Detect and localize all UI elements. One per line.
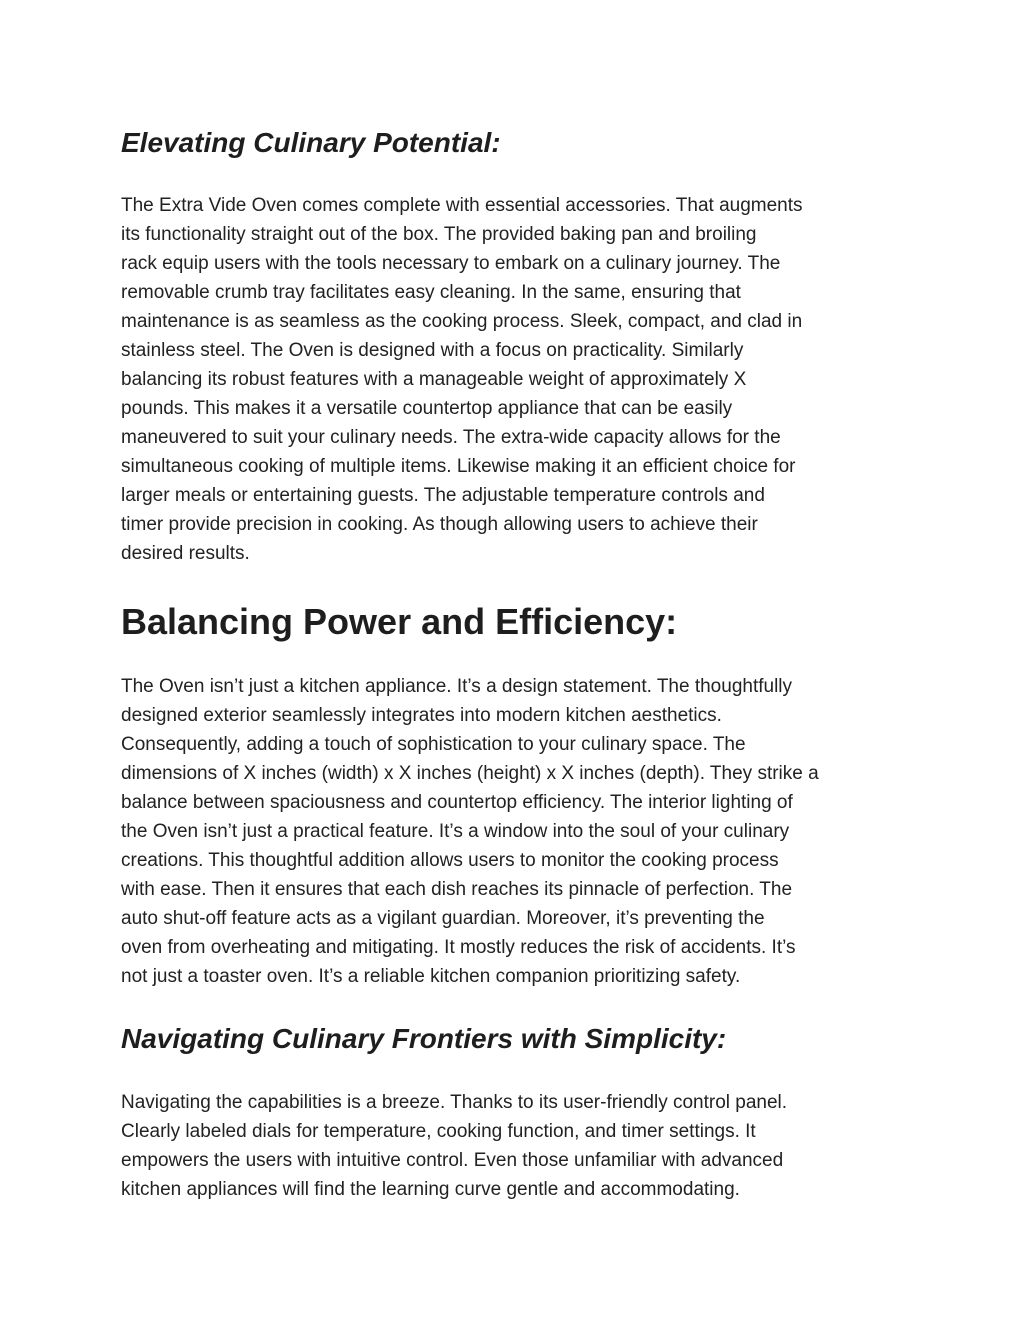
paragraph-line: pounds. This makes it a versatile countertop appliance that can be easily (121, 398, 733, 419)
paragraph-line: dimensions of X inches (width) x X inches (height) x X inches (depth). They strike a (121, 763, 819, 784)
paragraph-line: Navigating the capabilities is a breeze. Thanks to its user-friendly control panel. (121, 1092, 788, 1113)
paragraph-line: removable crumb tray facilitates easy cleaning. In the same, ensuring that (121, 282, 741, 303)
section-heading: Balancing Power and Efficiency: (121, 601, 678, 642)
paragraph-line: balance between spaciousness and countertop efficiency. The interior lighting of (121, 792, 793, 813)
paragraph-line: balancing its robust features with a manageable weight of approximately X (121, 369, 747, 390)
paragraph-line: The Oven isn’t just a kitchen appliance. It’s a design statement. The thoughtfully (121, 676, 793, 697)
paragraph-line: the Oven isn’t just a practical feature. It’s a window into the soul of your culinary (121, 821, 790, 842)
paragraph-line: oven from overheating and mitigating. It mostly reduces the risk of accidents. It’s (121, 937, 796, 958)
paragraph-line: larger meals or entertaining guests. The adjustable temperature controls and (121, 485, 765, 506)
paragraph-line: maintenance is as seamless as the cooking process. Sleek, compact, and clad in (121, 311, 803, 332)
paragraph-line: with ease. Then it ensures that each dish reaches its pinnacle of perfection. The (121, 879, 793, 900)
paragraph-line: desired results. (121, 543, 250, 564)
paragraph-line: The Extra Vide Oven comes complete with essential accessories. That augments (121, 195, 803, 216)
paragraph-line: empowers the users with intuitive control. Even those unfamiliar with advanced (121, 1150, 784, 1171)
section-heading: Elevating Culinary Potential: (121, 127, 501, 158)
section-paragraph (121, 672, 906, 991)
paragraph-line: simultaneous cooking of multiple items. Likewise making it an efficient choice for (121, 456, 796, 477)
paragraph-line: auto shut-off feature acts as a vigilant guardian. Moreover, it’s preventing the (121, 908, 765, 929)
section-paragraph (121, 191, 906, 568)
paragraph-line: its functionality straight out of the box. The provided baking pan and broiling (121, 224, 757, 245)
paragraph-line: Clearly labeled dials for temperature, cooking function, and timer settings. It (121, 1121, 756, 1142)
paragraph-line: timer provide precision in cooking. As though allowing users to achieve their (121, 514, 758, 535)
paragraph-line: maneuvered to suit your culinary needs. The extra-wide capacity allows for the (121, 427, 781, 448)
section-paragraph (121, 1088, 906, 1204)
paragraph-line: Consequently, adding a touch of sophistication to your culinary space. The (121, 734, 746, 755)
paragraph-line: designed exterior seamlessly integrates into modern kitchen aesthetics. (121, 705, 722, 726)
paragraph-line: stainless steel. The Oven is designed with a focus on practicality. Similarly (121, 340, 744, 361)
paragraph-line: not just a toaster oven. It’s a reliable kitchen companion prioritizing safety. (121, 966, 741, 987)
paragraph-line: creations. This thoughtful addition allows users to monitor the cooking process (121, 850, 779, 871)
section-heading: Navigating Culinary Frontiers with Simplicity: (121, 1023, 727, 1054)
paragraph-line: kitchen appliances will find the learning curve gentle and accommodating. (121, 1179, 740, 1200)
paragraph-line: rack equip users with the tools necessary to embark on a culinary journey. The (121, 253, 781, 274)
